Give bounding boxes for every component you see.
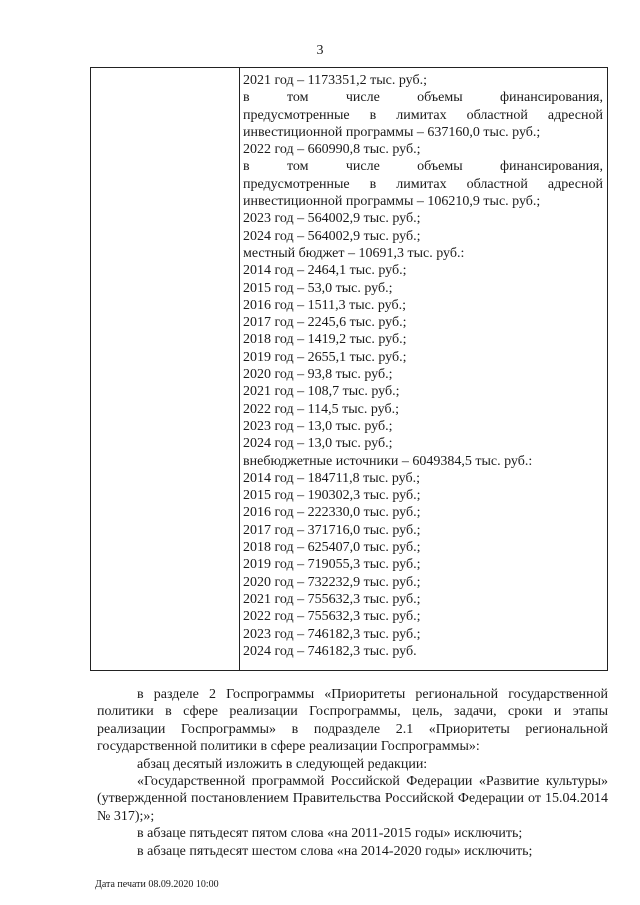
table-line: 2020 год – 732232,9 тыс. руб.; — [243, 574, 421, 590]
table-line: 2023 год – 13,0 тыс. руб.; — [243, 418, 393, 434]
funding-cell — [243, 72, 603, 660]
table-line: 2015 год – 53,0 тыс. руб.; — [243, 280, 393, 296]
table-line: 2022 год – 114,5 тыс. руб.; — [243, 401, 399, 417]
table-line: 2018 год – 1419,2 тыс. руб.; — [243, 332, 407, 348]
table-line: 2021 год – 108,7 тыс. руб.; — [243, 384, 400, 400]
table-line: инвестиционной программы – 106210,9 тыс. руб.; — [243, 194, 541, 210]
table-line: 2024 год – 564002,9 тыс. руб.; — [243, 228, 421, 244]
table-line: в том числе объемы финансирования, — [243, 90, 603, 106]
table-line: 2021 год – 755632,3 тыс. руб.; — [243, 591, 421, 607]
table-line: предусмотренные в лимитах областной адресной — [243, 107, 603, 123]
table-line: 2019 год – 2655,1 тыс. руб.; — [243, 349, 407, 365]
table-line: 2019 год – 719055,3 тыс. руб.; — [243, 557, 421, 573]
table-line: 2020 год – 93,8 тыс. руб.; — [243, 367, 393, 383]
table-line: 2024 год – 13,0 тыс. руб.; — [243, 436, 393, 452]
table-line: предусмотренные в лимитах областной адресной — [243, 176, 603, 192]
paragraph: в абзаце пятьдесят шестом слова «на 2014-2020 годы» исключить; — [137, 843, 533, 859]
document-body — [97, 686, 608, 860]
table-line: 2024 год – 746182,3 тыс. руб. — [243, 643, 417, 659]
print-date: Дата печати 08.09.2020 10:00 — [95, 879, 219, 890]
paragraph: в разделе 2 Госпрограммы «Приоритеты региональной государственной политики в сфере реализации Госпрограммы, цель, задачи, сроки и этапы реализации Госпрограммы» в подразделе 2.1 «Приоритеты региональной государственной политики в сфере реализации Госпрограммы»: — [97, 687, 608, 755]
table-line: 2017 год – 371716,0 тыс. руб.; — [243, 522, 421, 538]
table-line: 2017 год – 2245,6 тыс. руб.; — [243, 315, 407, 331]
table-line: 2021 год – 1173351,2 тыс. руб.; — [243, 73, 427, 88]
paragraph: абзац десятый изложить в следующей редакции: — [137, 756, 428, 772]
page-number: 3 — [316, 43, 324, 58]
table-line: 2014 год – 184711,8 тыс. руб.; — [243, 470, 420, 486]
table-line: внебюджетные источники – 6049384,5 тыс. руб.: — [243, 453, 533, 469]
paragraph: в абзаце пятьдесят пятом слова «на 2011-2015 годы» исключить; — [137, 826, 523, 842]
table-line: инвестиционной программы – 637160,0 тыс. руб.; — [243, 124, 541, 140]
table-line: местный бюджет – 10691,3 тыс. руб.: — [243, 245, 465, 261]
funding-table — [90, 67, 608, 671]
table-line: 2014 год – 2464,1 тыс. руб.; — [243, 263, 407, 279]
table-line: 2016 год – 1511,3 тыс. руб.; — [243, 297, 406, 313]
table-line: 2016 год – 222330,0 тыс. руб.; — [243, 505, 421, 521]
table-line: 2022 год – 755632,3 тыс. руб.; — [243, 609, 421, 625]
paragraph: «Государственной программой Российской Федерации «Развитие культуры» (утвержденной постановлением Правительства Российской Федерации от 15.04.2014 № 317);»; — [97, 774, 608, 824]
table-line: 2018 год – 625407,0 тыс. руб.; — [243, 540, 421, 556]
column-divider — [239, 68, 240, 670]
table-line: в том числе объемы финансирования, — [243, 159, 603, 175]
table-line: 2015 год – 190302,3 тыс. руб.; — [243, 488, 421, 504]
table-line: 2022 год – 660990,8 тыс. руб.; — [243, 142, 421, 158]
table-line: 2023 год – 746182,3 тыс. руб.; — [243, 626, 421, 642]
table-line: 2023 год – 564002,9 тыс. руб.; — [243, 211, 421, 227]
